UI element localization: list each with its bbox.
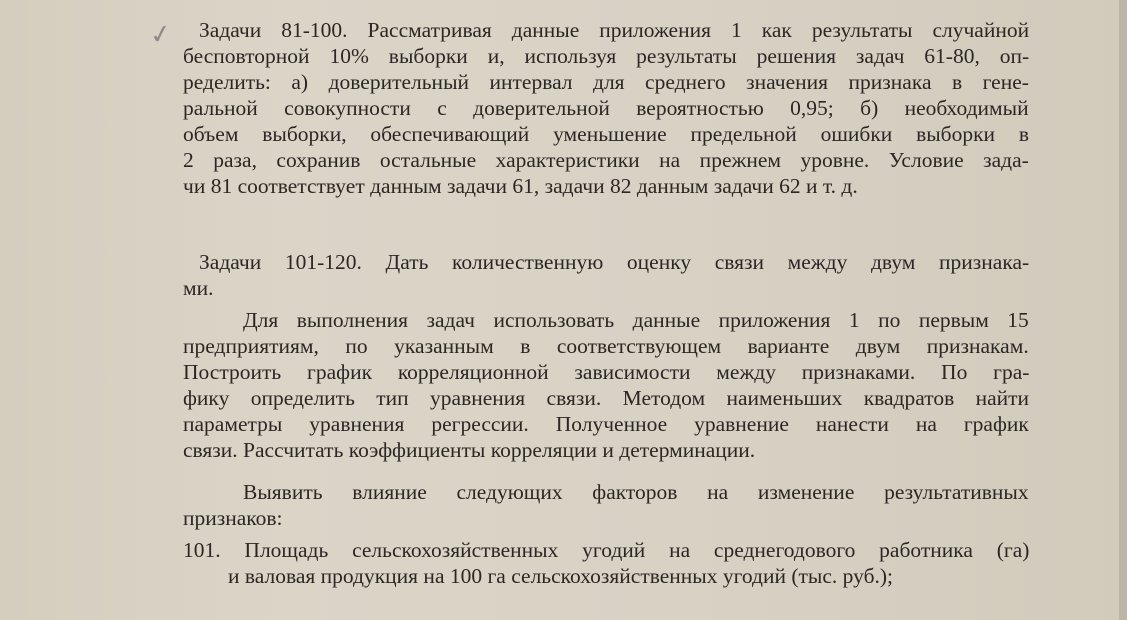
paragraph-tasks-81-100 (183, 17, 1029, 199)
text-line: бесповторной 10% выборки и, используя результаты решения задач 61-80, оп- (183, 44, 1030, 68)
text-line: ральной совокупности с доверительной вероятностью 0,95; б) необходимый (183, 96, 1029, 120)
paragraph-factors (183, 479, 1029, 531)
paragraph-tasks-101-120 (183, 249, 1029, 301)
text-line: Построить график корреляционной зависимости между признаками. По гра- (183, 360, 1030, 384)
text-line: предприятиям, по указанным в соответствующем варианте двум признакам. (183, 334, 1029, 358)
text-line: Для выполнения задач использовать данные приложения 1 по первым 15 (243, 308, 1029, 332)
text-line: фику определить тип уравнения связи. Методом наименьших квадратов найти (183, 386, 1030, 410)
text-line: ределить: а) доверительный интервал для среднего значения признака в гене- (183, 70, 1029, 94)
text-line: 2 раза, сохранив остальные характеристики на прежнем уровне. Условие зада- (183, 148, 1029, 172)
page-edge-shadow (1119, 0, 1127, 620)
pencil-check-mark: ✓ (147, 18, 175, 51)
text-line: чи 81 соответствует данным задачи 61, задачи 82 данным задачи 62 и т. д. (183, 174, 858, 198)
text-line: и валовая продукция на 100 га сельскохозяйственных угодий (тыс. руб.); (228, 564, 894, 588)
list-item-101 (183, 537, 1029, 589)
text-line: Задачи 81-100. Рассматривая данные приложения 1 как результаты случайной (199, 18, 1030, 42)
text-line: объем выборки, обеспечивающий уменьшение предельной ошибки выборки в (183, 122, 1030, 146)
text-line: связи. Рассчитать коэффициенты корреляции и детерминации. (183, 438, 756, 462)
text-line: признаков: (183, 506, 283, 530)
text-line: Выявить влияние следующих факторов на изменение результативных (243, 480, 1029, 504)
text-line: Задачи 101-120. Дать количественную оценку связи между двум признака- (199, 250, 1030, 274)
text-line: параметры уравнения регрессии. Полученное уравнение нанести на график (183, 412, 1029, 436)
text-line: ми. (183, 276, 214, 300)
paragraph-instructions (183, 307, 1029, 463)
text-line: 101. Площадь сельскохозяйственных угодий на среднегодового работника (га) (183, 538, 1030, 562)
